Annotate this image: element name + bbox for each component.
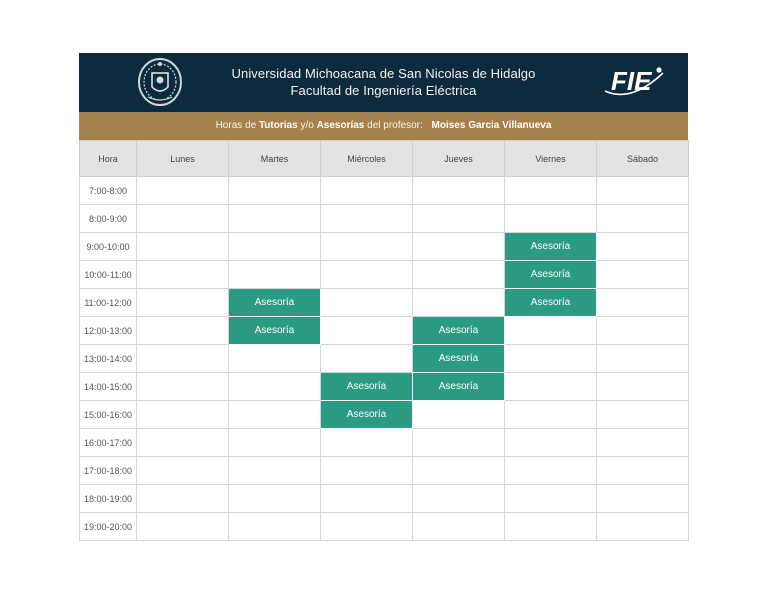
empty-cell	[137, 289, 229, 317]
table-row	[80, 233, 689, 261]
subheader-asesorias: Asesorías	[316, 120, 365, 131]
subheader-connector: y/o	[300, 120, 314, 131]
time-slot-label: 13:00-14:00	[80, 345, 137, 373]
empty-cell	[413, 233, 505, 261]
table-row	[80, 457, 689, 485]
empty-cell	[597, 289, 689, 317]
empty-cell	[597, 317, 689, 345]
empty-cell	[597, 373, 689, 401]
table-row	[80, 429, 689, 457]
table-row	[80, 401, 689, 429]
empty-cell	[505, 205, 597, 233]
empty-cell	[505, 485, 597, 513]
empty-cell	[321, 485, 413, 513]
empty-cell	[505, 317, 597, 345]
schedule-sheet	[79, 53, 688, 541]
time-slot-label: 16:00-17:00	[80, 429, 137, 457]
table-row	[80, 177, 689, 205]
asesoria-cell: Asesoría	[229, 289, 321, 317]
table-row	[80, 513, 689, 541]
empty-cell	[505, 373, 597, 401]
empty-cell	[321, 429, 413, 457]
column-header-jueves: Jueves	[413, 141, 505, 177]
empty-cell	[321, 513, 413, 541]
empty-cell	[137, 317, 229, 345]
column-header-row	[80, 141, 689, 177]
asesoria-cell: Asesoría	[413, 317, 505, 345]
asesoria-cell: Asesoría	[505, 233, 597, 261]
time-slot-label: 14:00-15:00	[80, 373, 137, 401]
empty-cell	[597, 457, 689, 485]
schedule-table	[79, 140, 689, 541]
empty-cell	[321, 345, 413, 373]
empty-cell	[137, 205, 229, 233]
table-row	[80, 373, 689, 401]
time-slot-label: 19:00-20:00	[80, 513, 137, 541]
time-slot-label: 12:00-13:00	[80, 317, 137, 345]
empty-cell	[413, 429, 505, 457]
column-header-sabado: Sábado	[597, 141, 689, 177]
table-row	[80, 317, 689, 345]
empty-cell	[137, 233, 229, 261]
faculty-name: Facultad de Ingeniería Eléctrica	[290, 83, 477, 98]
empty-cell	[321, 261, 413, 289]
time-slot-label: 11:00-12:00	[80, 289, 137, 317]
empty-cell	[137, 485, 229, 513]
empty-cell	[413, 261, 505, 289]
column-header-hora: Hora	[80, 141, 137, 177]
empty-cell	[229, 345, 321, 373]
table-row	[80, 289, 689, 317]
header-titles	[79, 65, 688, 99]
table-row	[80, 261, 689, 289]
table-row	[80, 485, 689, 513]
empty-cell	[229, 513, 321, 541]
empty-cell	[229, 233, 321, 261]
subheader-prefix: Horas de	[215, 120, 257, 131]
asesoria-cell: Asesoría	[321, 373, 413, 401]
empty-cell	[413, 401, 505, 429]
time-slot-label: 17:00-18:00	[80, 457, 137, 485]
empty-cell	[505, 401, 597, 429]
empty-cell	[505, 457, 597, 485]
empty-cell	[137, 373, 229, 401]
empty-cell	[321, 205, 413, 233]
subheader-tutorias: Tutorias	[258, 120, 298, 131]
empty-cell	[597, 177, 689, 205]
empty-cell	[137, 177, 229, 205]
empty-cell	[597, 205, 689, 233]
empty-cell	[413, 289, 505, 317]
empty-cell	[229, 485, 321, 513]
time-slot-label: 9:00-10:00	[80, 233, 137, 261]
empty-cell	[321, 233, 413, 261]
empty-cell	[229, 401, 321, 429]
empty-cell	[229, 261, 321, 289]
empty-cell	[137, 345, 229, 373]
professor-name: Moises Garcia Villanueva	[431, 120, 552, 131]
empty-cell	[413, 457, 505, 485]
empty-cell	[137, 513, 229, 541]
time-slot-label: 8:00-9:00	[80, 205, 137, 233]
fie-logo-text: FIE	[611, 66, 652, 96]
subheader-suffix: del profesor:	[367, 120, 423, 131]
empty-cell	[321, 177, 413, 205]
empty-cell	[505, 513, 597, 541]
asesoria-cell: Asesoría	[321, 401, 413, 429]
empty-cell	[597, 485, 689, 513]
empty-cell	[505, 429, 597, 457]
empty-cell	[229, 177, 321, 205]
empty-cell	[505, 345, 597, 373]
empty-cell	[229, 205, 321, 233]
empty-cell	[229, 457, 321, 485]
empty-cell	[597, 261, 689, 289]
empty-cell	[413, 513, 505, 541]
empty-cell	[505, 177, 597, 205]
asesoria-cell: Asesoría	[505, 289, 597, 317]
column-header-martes: Martes	[229, 141, 321, 177]
empty-cell	[597, 233, 689, 261]
column-header-lunes: Lunes	[137, 141, 229, 177]
schedule-body	[80, 177, 689, 541]
empty-cell	[597, 429, 689, 457]
asesoria-cell: Asesoría	[505, 261, 597, 289]
table-row	[80, 345, 689, 373]
empty-cell	[597, 513, 689, 541]
time-slot-label: 15:00-16:00	[80, 401, 137, 429]
empty-cell	[321, 317, 413, 345]
column-header-miercoles: Miércoles	[321, 141, 413, 177]
asesoria-cell: Asesoría	[229, 317, 321, 345]
empty-cell	[321, 289, 413, 317]
asesoria-cell: Asesoría	[413, 373, 505, 401]
university-name: Universidad Michoacana de San Nicolas de Hidalgo	[231, 66, 536, 81]
empty-cell	[137, 401, 229, 429]
time-slot-label: 7:00-8:00	[80, 177, 137, 205]
empty-cell	[229, 429, 321, 457]
header-banner	[79, 53, 688, 112]
empty-cell	[413, 205, 505, 233]
empty-cell	[137, 457, 229, 485]
empty-cell	[137, 261, 229, 289]
column-header-viernes: Viernes	[505, 141, 597, 177]
table-row	[80, 205, 689, 233]
empty-cell	[597, 401, 689, 429]
asesoria-cell: Asesoría	[413, 345, 505, 373]
empty-cell	[597, 345, 689, 373]
time-slot-label: 10:00-11:00	[80, 261, 137, 289]
empty-cell	[321, 457, 413, 485]
fie-logo-icon	[601, 61, 667, 101]
professor-bar	[79, 112, 688, 140]
empty-cell	[229, 373, 321, 401]
empty-cell	[413, 177, 505, 205]
empty-cell	[413, 485, 505, 513]
empty-cell	[137, 429, 229, 457]
time-slot-label: 18:00-19:00	[80, 485, 137, 513]
